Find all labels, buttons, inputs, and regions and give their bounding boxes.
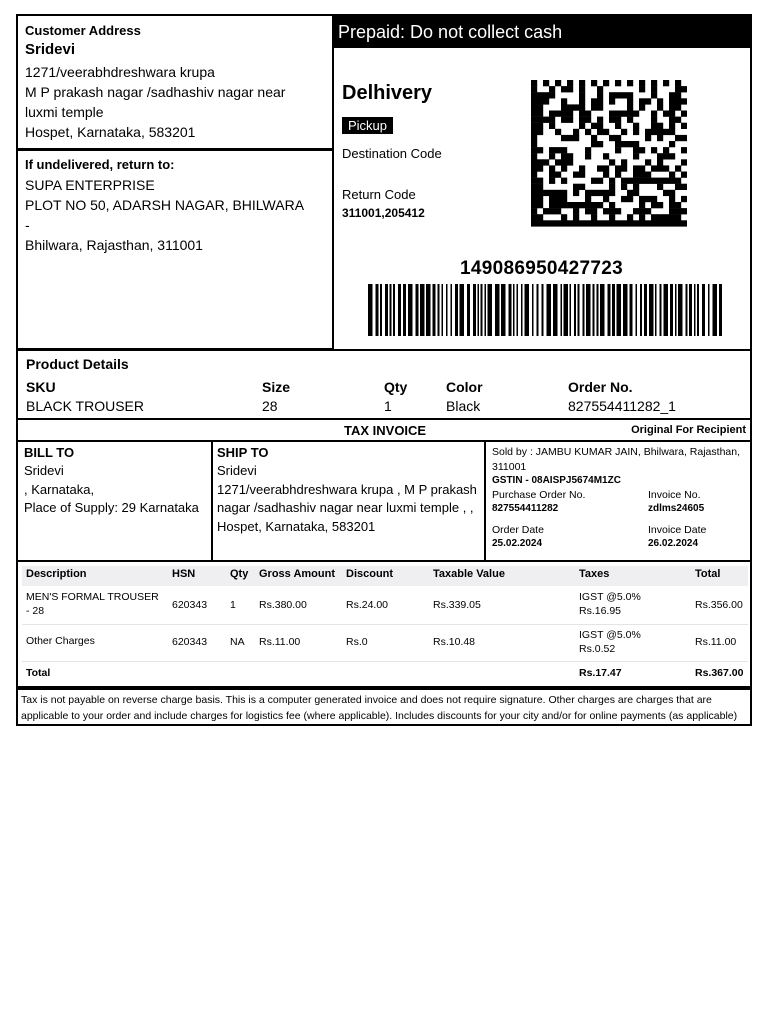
total-label: Total [26,667,51,679]
sku-value: BLACK TROUSER [26,398,144,414]
item-discount: Rs.24.00 [346,599,389,611]
bill-to-line: Sridevi [24,463,64,478]
destination-code-label: Destination Code [342,146,442,161]
total-amount: Rs.367.00 [695,667,744,679]
product-details-title: Product Details [26,356,129,372]
item-tax-amount: Rs.16.95 [579,605,622,617]
seller-gstin: GSTIN - 08AISPJ5674M1ZC [492,475,621,486]
qty-value: 1 [384,398,392,414]
bill-to-section [18,441,213,560]
invoice-number-label: Invoice No. [648,489,701,501]
qty-header: Qty [230,568,249,580]
item-hsn: 620343 [172,636,208,648]
ship-to-heading: SHIP TO [217,445,269,460]
discount-header: Discount [346,568,394,580]
return-address-line: Bhilwara, Rajasthan, 311001 [25,237,203,253]
item-gross: Rs.11.00 [259,636,301,648]
item-tax-amount: Rs.0.52 [579,643,616,655]
return-address-heading: If undelivered, return to: [25,157,175,172]
datamatrix-code [531,80,687,228]
customer-address-line: Hospet, Karnataka, 583201 [25,124,196,140]
customer-address-box [16,14,334,150]
order-date-cell [492,524,544,549]
item-tax-rate: IGST @5.0% [579,629,641,641]
color-header: Color [446,379,483,395]
gross-amount-header: Gross Amount [259,568,335,580]
return-address-line: PLOT NO 50, ADARSH NAGAR, BHILWARA [25,197,305,213]
bill-to-heading: BILL TO [24,445,75,460]
item-description-line: MEN'S FORMAL TROUSER [26,591,159,603]
footer-line: Tax is not payable on reverse charge basis. This is a computer generated invoice and does not require signature. Other charges are charges that are [21,694,712,706]
shipping-label [16,14,752,726]
invoice-items-table [16,562,752,688]
tax-invoice-title: TAX INVOICE [344,423,427,438]
sold-by-line: 311001 [492,461,527,473]
label-top-section [16,14,752,350]
product-details [16,349,752,419]
item-discount: Rs.0 [346,636,368,648]
item-taxes [579,628,641,656]
return-address-line: - [25,217,30,233]
sku-header: SKU [26,379,56,395]
customer-address-line: 1271/veerabhdreshwara krupa [25,64,215,80]
invoice-date-value: 26.02.2024 [648,538,699,549]
tax-invoice-bar [16,418,752,442]
customer-address-line: M P prakash nagar /sadhashiv nagar near [25,84,286,100]
ship-to-line: Sridevi [217,463,257,478]
taxable-value-header: Taxable Value [433,568,505,580]
total-taxes: Rs.17.47 [579,667,622,679]
barcode [368,284,726,336]
item-description: Other Charges [26,635,95,647]
purchase-order-cell [492,489,585,514]
footer-line: applicable to your order and include charges for logistics fee (where applicable). Includes discounts for your city and/or for online payments (as applicable) [21,709,738,722]
row-divider [22,624,748,625]
ship-to-section [213,441,486,560]
customer-address-line: luxmi temple [25,104,104,120]
taxes-header: Taxes [579,568,610,580]
order-no-value: 827554411282_1 [568,398,676,414]
row-divider [22,661,748,662]
hsn-header: HSN [172,568,196,580]
ship-to-line: nagar /sadhashiv nagar near luxmi temple , , [217,500,474,515]
item-taxes [579,590,641,618]
purchase-order-label: Purchase Order No. [492,489,586,501]
invoice-number-cell [648,489,704,514]
bill-to-line: , Karnataka, [24,481,95,497]
item-taxable: Rs.10.48 [433,636,476,648]
prepaid-banner: Prepaid: Do not collect cash [332,16,750,48]
customer-address-heading: Customer Address [25,23,141,38]
order-date-value: 25.02.2024 [492,538,543,549]
return-code-label: Return Code [342,187,416,202]
pickup-badge: Pickup [342,117,393,134]
ship-to-line: Hospet, Karnataka, 583201 [217,518,376,534]
item-tax-rate: IGST @5.0% [579,591,641,603]
invoice-number-value: zdlms24605 [648,503,705,514]
item-qty: NA [230,636,245,648]
size-value: 28 [262,398,278,414]
invoice-date-cell [648,524,706,549]
awb-number: 149086950427723 [460,258,624,279]
purchase-order-value: 827554411282 [492,503,559,514]
return-address-box [16,149,334,350]
return-code: 311001,205412 [342,206,425,220]
return-address-line: SUPA ENTERPRISE [25,177,155,193]
item-total: Rs.356.00 [695,599,743,611]
item-qty: 1 [230,599,236,611]
total-header: Total [695,568,721,580]
item-description-line: - 28 [26,605,45,617]
ship-to-line: 1271/veerabhdreshwara krupa , M P prakash [217,481,477,497]
order-date-label: Order Date [492,524,544,536]
sold-by-line: Sold by : JAMBU KUMAR JAIN, Bhilwara, Rajasthan, [492,446,741,458]
customer-name: Sridevi [25,41,76,58]
description-header: Description [26,568,87,580]
item-total: Rs.11.00 [695,636,737,648]
item-gross: Rs.380.00 [259,599,307,611]
order-no-header: Order No. [568,379,633,395]
seller-section [486,441,750,560]
color-value: Black [446,398,481,414]
invoice-parties [16,441,752,562]
item-description [26,590,159,618]
invoice-copy-type: Original For Recipient [631,424,746,436]
size-header: Size [262,379,291,395]
courier-name: Delhivery [342,82,433,104]
courier-box [332,14,752,350]
invoice-date-label: Invoice Date [648,524,707,536]
qty-header: Qty [384,379,408,395]
item-taxable: Rs.339.05 [433,599,481,611]
bill-to-line: Place of Supply: 29 Karnataka [24,500,199,515]
item-hsn: 620343 [172,599,208,611]
invoice-footer-note [16,688,752,726]
